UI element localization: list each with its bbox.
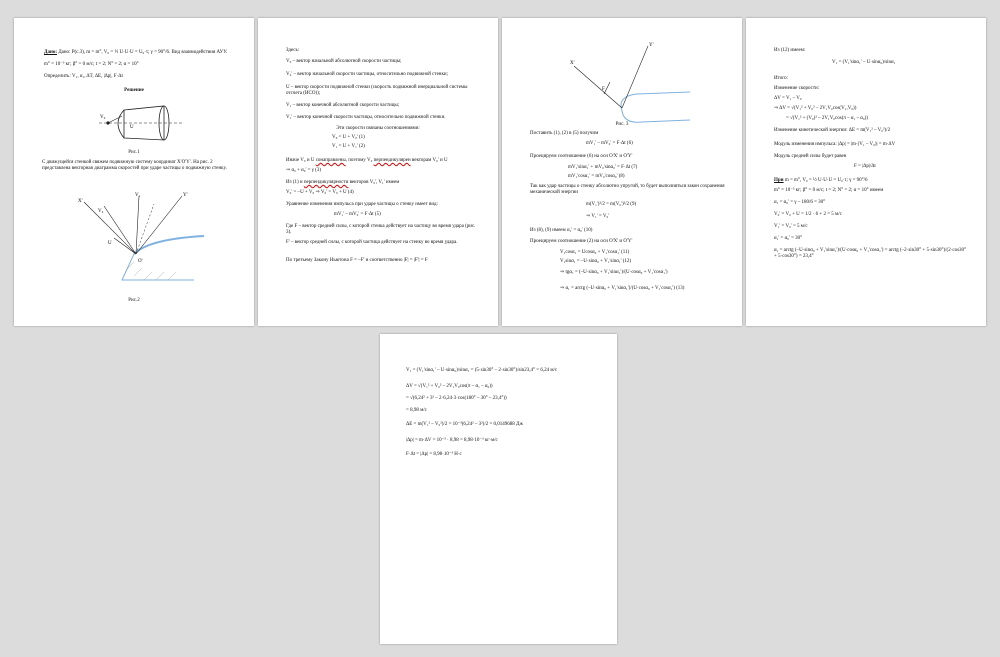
text-line: Модуль изменения импульса: |Δp| = |m·(V₁ – V₀)| = m·ΔV <box>774 142 896 147</box>
page-5[interactable] <box>380 334 617 644</box>
equation: F = |Δp|/Δt <box>854 164 876 169</box>
page-1[interactable] <box>14 18 254 326</box>
figure-1 <box>94 98 189 148</box>
given-values: m° = 10⁻³ кг; β° = 0 м/с; t = 2; N° = 2; α = 10° имеем <box>774 188 884 193</box>
text-line: По третьему Закону Ньютона F = –F' и соответственно |F| = |F'| = F <box>286 258 428 263</box>
text-line: Проецируем соотношение (6) на оси O'X' и O'Y' <box>530 154 633 159</box>
equation-1: V₀ = U + V₀' (1) <box>332 135 365 140</box>
calc-line: α₁ = α₀' = γ – 180/6 = 30° <box>774 200 826 205</box>
equation-13: ⇒ α₁ = arctg (–U·sinα₀ + V₁'sinα₁')/(U·cosα₀ + V₁'cosα₁') (13) <box>560 286 685 291</box>
svg-text:X': X' <box>78 199 83 204</box>
equation: = √(V₁² + (V₀)² – 2V₁V₀cos(π – α₁ – α₀)) <box>786 116 868 121</box>
equation-2: V₁ = U + V₁' (2) <box>332 144 365 149</box>
equation-3: ⇒ α₀ + α₀' = γ (3) <box>286 168 321 173</box>
equation-6: mV₁' – mV₀' = F·Δt (6) <box>586 141 633 146</box>
text-line: Уравнение изменения импульса при ударе частицы о стенку имеет вид: <box>286 202 438 207</box>
calc-line: F·Δt = |Δp| = 8,98·10⁻³ Н·с <box>406 452 462 457</box>
equations-intro: Эти скорости связаны соотношениями: <box>336 126 420 131</box>
calc-line: |Δp| = m·ΔV = 10⁻³ · 8,98 = 8,98·10⁻³ кг·м/с <box>406 438 498 443</box>
calc-line: α₁ = arctg (–U·sinα₀ + V₁'sinα₁')/(U·cosα₀ + V₁'cosα₁') = arctg (–2·sin30° + 5·sin30°)/(2·cos30° + 5·cos30°) = 23,4° <box>774 248 967 259</box>
calc-line: V₀' = V₀ + U = 1/2 · 6 + 2 = 5 м/с <box>774 212 842 217</box>
definition-item: V₁' – вектор конечной скорости частицы, относительно подвижной стенки. <box>286 115 446 120</box>
equation-9b: ⇒ V₁' = V₀' <box>586 214 610 219</box>
svg-text:X': X' <box>570 61 575 66</box>
figure-2-caption: Рис.2 <box>128 298 140 303</box>
text-line: F' – вектор средней силы, с которой частица действует на стенку во время удара. <box>286 240 458 245</box>
text-line: Из (8), (9) имеем α₁' = α₀' (10) <box>530 228 593 233</box>
definition-item: V₁ – вектор конечной абсолютной скорости частицы; <box>286 103 400 108</box>
equation-12b: ⇒ tgα₁ = (–U·sinα₀ + V₁'sinα₁')/(U·cosα₀ + V₁'cosα₁') <box>560 270 668 275</box>
text-line: Так как удар частицы о стенку абсолютно упругий, то будет выполняться закон сохранения механической энергии <box>530 184 725 195</box>
definition-item: U – вектор скорости подвижной стенки (скорость подвижной инерциальной системы отсчета (ИСО)); <box>286 85 468 96</box>
equation: V₁ = (V₁'sinα₁' – U·sinα₀)/sinα₁ <box>832 60 896 65</box>
equation-8: mV₁'cosα₁' = mV₀'cosα₀' (8) <box>568 174 625 179</box>
equation-5: mV₁' – mV₀' = F·Δt (5) <box>334 212 381 217</box>
given-values: m° = 10⁻³ кг; β° = 0 м/с; t = 2; N° = 2; α = 10° <box>44 62 139 67</box>
svg-text:V₁: V₁ <box>135 193 141 198</box>
figure-2 <box>64 184 214 294</box>
find-line: Определить: V₁, α₁, ΔT, ΔE, |Δp|, F·Δt <box>44 74 123 79</box>
text-line: Поставить (1), (2) в (5) получим <box>530 131 599 136</box>
equation-9: m(V₁')²/2 = m(V₀')²/2 (9) <box>586 202 637 207</box>
intro: Здесь: <box>286 48 300 53</box>
figure-3 <box>562 36 692 126</box>
calc-line: V₁' = V₀' = 5 м/с <box>774 224 808 229</box>
svg-text:V₀: V₀ <box>98 209 104 214</box>
equation: ⇒ ΔV = √(V₁² + V₀² – 2V₁V₀cos(V₁,V₀)) <box>774 106 857 111</box>
text-line: Проецируем соотношение (2) на оси O'X' и O'Y' <box>530 239 633 244</box>
equation-11: V₁cosα₁ = Ucosα₀ + V₁'cosα₁' (11) <box>560 250 630 255</box>
solution-title: Решение <box>124 88 144 93</box>
svg-text:O': O' <box>138 259 143 264</box>
calc-line: V₁ = (V₁'sinα₁' – U·sinα₀)/sinα₁ = (5·sin30° – 2·sin30°)/sin23,4° = 6,24 м/с <box>406 368 558 373</box>
text-line: Модуль средней силы будет равен <box>774 154 847 159</box>
text-line: Из (1) и перпендикулярности векторов V₀', V₁' имеем <box>286 180 400 185</box>
svg-text:V₀: V₀ <box>100 115 106 120</box>
figure-1-caption: Рис.1 <box>128 150 140 155</box>
heading: Изменение скорости: <box>774 86 820 91</box>
calc-line: = √(6,24² + 3² – 2·6,24·3·cos(180° – 30° – 23,4°)) <box>406 396 507 401</box>
page-3[interactable] <box>502 18 742 326</box>
calc-line: ΔE = m(V₁² – V₀²)/2 = 10⁻³(6,24² – 3²)/2 = 0,0149688 Дж <box>406 422 523 427</box>
given-line: Дано: Дано: Р(с.3), m = m°, V₀ = ½ U·U·U = U₀·τ; γ = 90°/6. Вид взаимодействия АУУ. <box>44 50 228 55</box>
given-line: При m = m°, V₀ = ½ U·U·U = U₀·τ; γ = 90°/6 <box>774 178 868 183</box>
svg-text:Y': Y' <box>183 193 188 198</box>
page-2[interactable] <box>258 18 498 326</box>
svg-text:U: U <box>130 125 134 130</box>
equation-12: V₁sinα₁ = –U·sinα₀ + V₁'sinα₁' (12) <box>560 259 632 264</box>
text-line: Изменение кинетической энергии: ΔE = m(V₁² – V₀²)/2 <box>774 128 891 133</box>
svg-text:F: F <box>602 87 605 92</box>
text-line: Из (12) имеем: <box>774 48 806 53</box>
heading: Итого: <box>774 76 789 81</box>
definition-item: V₀' – вектор начальной скорости частицы, относительно подвижной стенки; <box>286 72 448 77</box>
paragraph-intro: С движущейся стенкой свяжем подвижную систему координат X'O'Y'. На рис. 2 представлена векторная диаграмма скоростей при ударе частицы о подвижную стенку. <box>42 160 227 171</box>
equation: ΔV = V₁ – V₀ <box>774 96 802 101</box>
equation-7: mV₁'sinα₁' + mV₀'sinα₀' = F·Δt (7) <box>568 165 638 170</box>
page-4[interactable] <box>746 18 986 326</box>
text-line: Иначе V₀ и U сонаправлены, поэтому V₀ перпендикулярен векторам V₀' и U <box>286 158 448 163</box>
calc-line: ΔV = √(V₁² + V₀² – 2V₁V₀cos(π – α₁ – α₀)) <box>406 384 493 389</box>
definition-item: V₀ – вектор начальной абсолютной скорости частицы; <box>286 59 402 64</box>
figure-3-caption: Рис. 3 <box>615 122 629 127</box>
equation-4: V₀' = –U + V₀ ⇒ V₀' = V₀ + U (4) <box>286 190 354 195</box>
calc-line: α₁' = α₀' = 30° <box>774 236 803 241</box>
text-line: Где F – вектор средней силы, с которой стенка действует на частицу во время удара (рис. 3). <box>286 224 476 235</box>
svg-text:U: U <box>108 241 112 246</box>
svg-text:Y': Y' <box>649 43 654 48</box>
calc-line: = 8,98 м/с <box>406 408 427 413</box>
